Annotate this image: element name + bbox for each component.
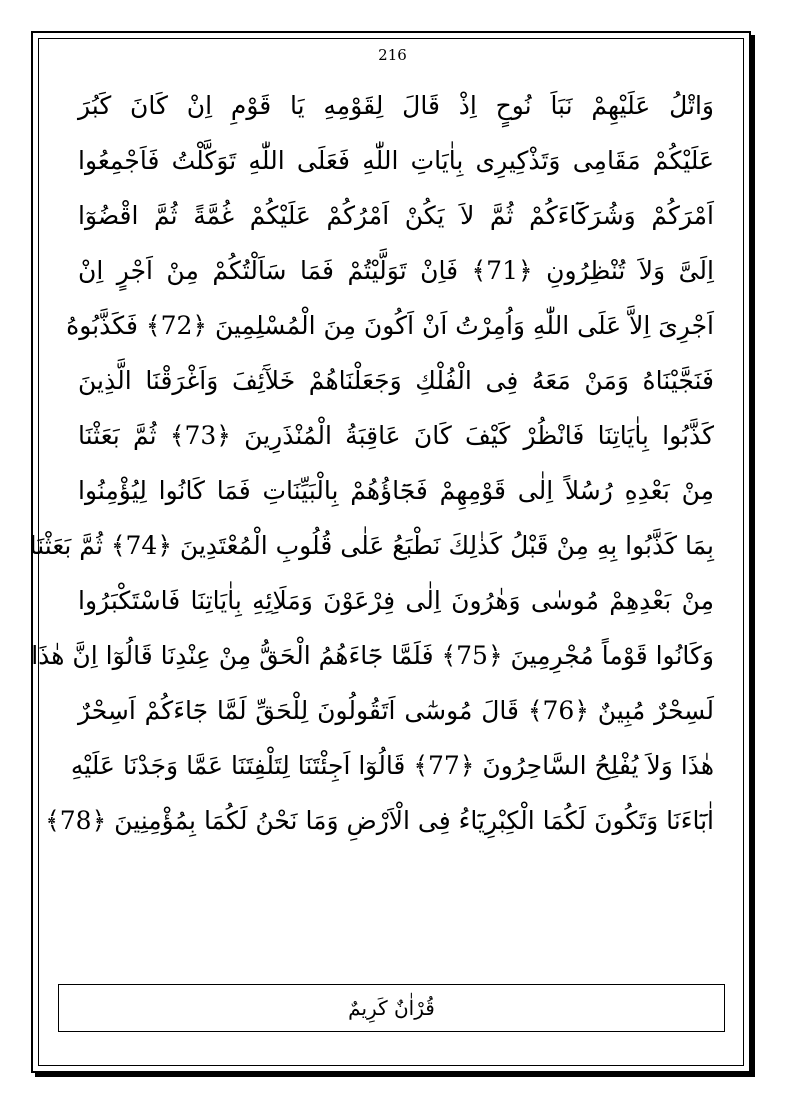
verse-text-block [29, 78, 715, 848]
page-number: 216 [378, 46, 407, 64]
frame-shadow-right [751, 35, 755, 1075]
verse-line: اِلَىَّ وَلاَ تُنْظِرُونِ ﴿71﴾ فَاِنْ تَوَلَّيْتُمْ فَمَا سَاَلْتُكُمْ مِنْ اَجْرٍ اِنْ [78, 256, 714, 285]
verse-line: كَذَّبُوا بِاٰيَاتِنَا فَانْظُرْ كَيْفَ كَانَ عَاقِبَةُ الْمُنْذَرِينَ ﴿73﴾ ثُمَّ بَعَثْنَا [78, 421, 714, 450]
verse-line: هٰذَا وَلاَ يُفْلِحُ السَّاحِرُونَ ﴿77﴾ قَالُوٓا اَجِئْتَنَا لِتَلْفِتَنَا عَمَّا وَجَدْنَا عَلَيْهِ [70, 751, 714, 780]
footer-title-box [58, 984, 725, 1032]
verse-line: عَلَيْكُمْ مَقَامِى وَتَذْكِيرِى بِاٰيَاتِ اللّٰهِ فَعَلَى اللّٰهِ تَوَكَّلْتُ فَاَجْمِعُوا [78, 146, 714, 175]
frame-shadow-bottom [35, 1073, 755, 1077]
verse-line: وَكَانُوا قَوْماً مُجْرِمِينَ ﴿75﴾ فَلَمَّا جَٓاءَهُمُ الْحَقُّ مِنْ عِنْدِنَا قَالُوٓا اِنَّ هٰذَا [31, 641, 714, 670]
verse-line: اَجْرِىَ اِلاَّ عَلَى اللّٰهِ وَاُمِرْتُ اَنْ اَكُونَ مِنَ الْمُسْلِمِينَ ﴿72﴾ فَكَذَّبُوهُ [66, 311, 714, 340]
verse-line: وَاتْلُ عَلَيْهِمْ نَبَاَ نُوحٍ اِذْ قَالَ لِقَوْمِهِ يَا قَوْمِ اِنْ كَانَ كَبُرَ [78, 91, 714, 120]
verse-line: اَمْرَكُمْ وَشُرَكَٓاءَكُمْ ثُمَّ لاَ يَكُنْ اَمْرُكُمْ عَلَيْكُمْ غُمَّةً ثُمَّ اقْضُوٓا [78, 201, 714, 230]
verse-line: مِنْ بَعْدِهِ رُسُلاً اِلٰى قَوْمِهِمْ فَجَٓاؤُهُمْ بِالْبَيِّنَاتِ فَمَا كَانُوا لِيُؤْمِنُوا [78, 476, 714, 505]
footer-title: قُرْاٰنٌ كَرِيمٌ [348, 996, 435, 1020]
verse-line: فَنَجَّيْنَاهُ وَمَنْ مَعَهُ فِى الْفُلْكِ وَجَعَلْنَاهُمْ خَلآَئِفَ وَاَغْرَقْنَا الَّذِينَ [78, 366, 714, 395]
verse-line: مِنْ بَعْدِهِمْ مُوسٰى وَهٰرُونَ اِلٰى فِرْعَوْنَ وَمَلَاِئِهِ بِاٰيَاتِنَا فَاسْتَكْبَرُوا [78, 586, 714, 615]
verse-line: بِمَا كَذَّبُوا بِهِ مِنْ قَبْلُ كَذٰلِكَ نَطْبَعُ عَلٰى قُلُوبِ الْمُعْتَدِينَ ﴿74﴾ ثُمَّ بَعَثْنَا [29, 531, 714, 560]
verse-line: اٰبَٓاءَنَا وَتَكُونَ لَكُمَا الْكِبْرِيَٓاءُ فِى الْاَرْضِ وَمَا نَحْنُ لَكُمَا بِمُؤْمِنِينَ ﴿78﴾ [45, 806, 714, 835]
verse-line: لَسِحْرٌ مُبِينٌ ﴿76﴾ قَالَ مُوسٰٓى اَتَقُولُونَ لِلْحَقِّ لَمَّا جَٓاءَكُمْ اَسِحْرٌ [78, 696, 715, 725]
